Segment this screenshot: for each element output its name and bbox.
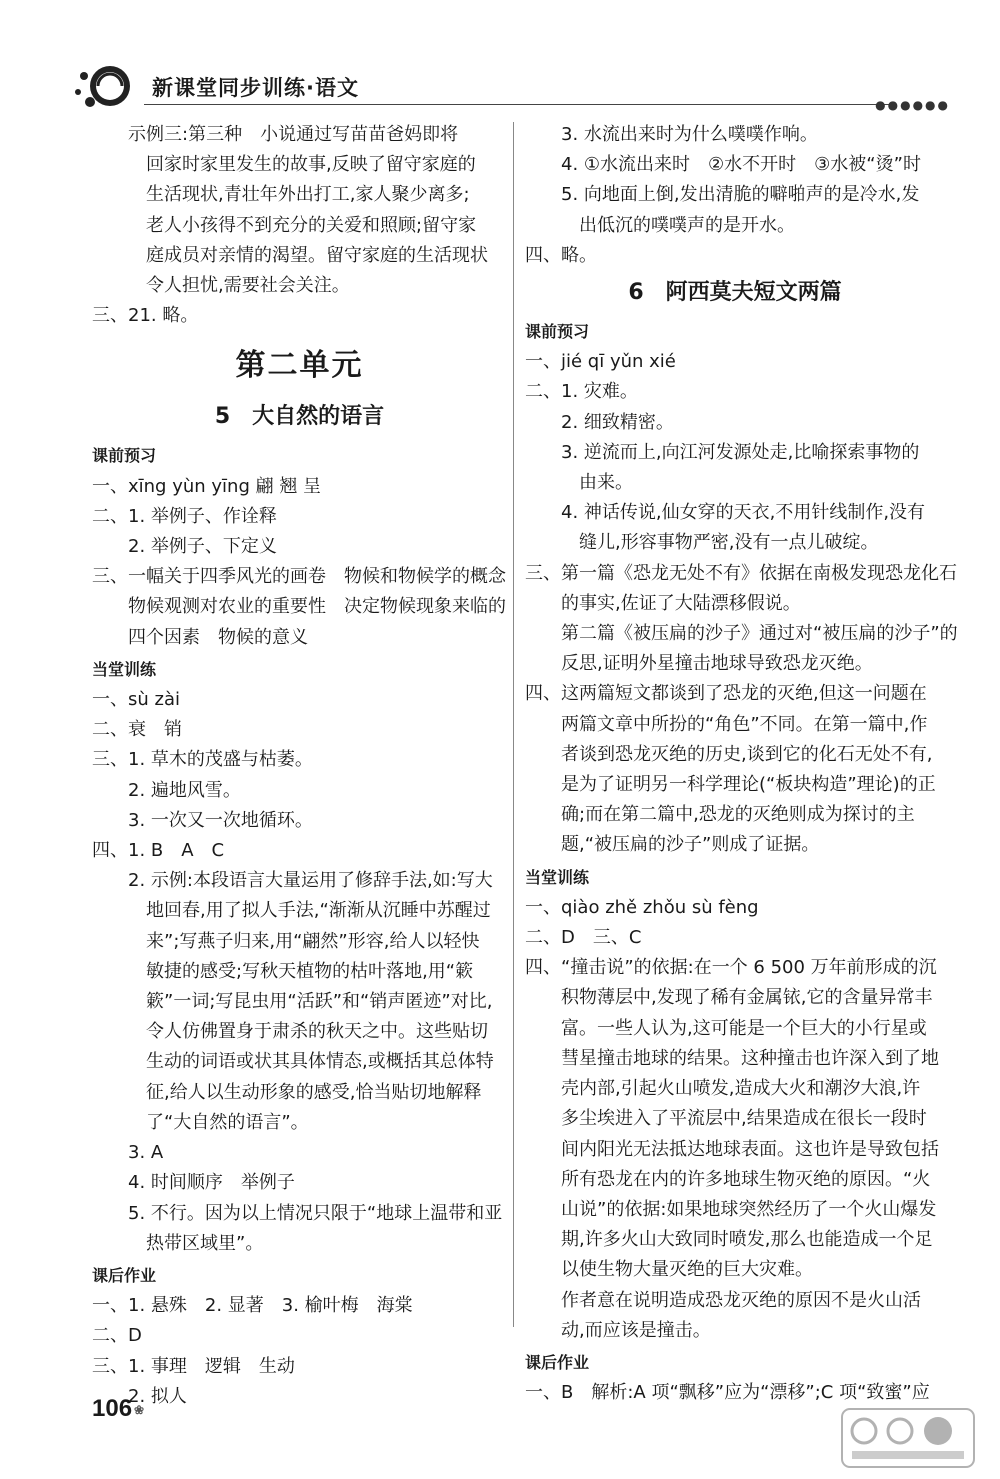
section-heading: 当堂训练 bbox=[525, 867, 590, 887]
text-line: 二、1. 举例子、作诠释 bbox=[92, 505, 277, 527]
text-line: 簌”一词;写昆虫用“活跃”和“销声匿迹”对比, bbox=[146, 991, 493, 1013]
text-line: 示例三:第三种 小说通过写苗苗爸妈即将 bbox=[128, 124, 459, 145]
text-line: 2. 拟人 bbox=[128, 1385, 187, 1407]
text-line: 者谈到恐龙灭绝的历史,谈到它的化石无处不有, bbox=[561, 743, 933, 765]
text-line: 彗星撞击地球的结果。这种撞击也许深入到了地 bbox=[561, 1047, 939, 1069]
text-line: 二、D 三、C bbox=[525, 927, 642, 949]
header-rule bbox=[144, 104, 890, 105]
text-line: 题,“被压扁的沙子”则成了证据。 bbox=[561, 834, 820, 856]
text-line: 5. 不行。因为以上情况只限于“地球上温带和亚 bbox=[128, 1202, 503, 1224]
text-line: 动,而应该是撞击。 bbox=[561, 1319, 711, 1341]
text-line: 两篇文章中所扮的“角色”不同。在第一篇中,作 bbox=[561, 713, 928, 735]
text-line: 作者意在说明造成恐龙灭绝的原因不是火山活 bbox=[561, 1289, 921, 1311]
text-line: 三、1. 事理 逻辑 生动 bbox=[92, 1355, 295, 1377]
text-line: 一、qiào zhě zhǒu sù fèng bbox=[525, 896, 759, 918]
section-heading: 课前预习 bbox=[92, 446, 157, 466]
text-line: 积物薄层中,发现了稀有金属铱,它的含量异常丰 bbox=[561, 987, 933, 1009]
text-line: 所有恐龙在内的许多地球生物灭绝的原因。“火 bbox=[561, 1168, 931, 1190]
text-line: 4. 时间顺序 举例子 bbox=[128, 1172, 295, 1194]
text-line: 反思,证明外星撞击地球导致恐龙灭绝。 bbox=[561, 653, 873, 675]
text-line: 2. 举例子、下定义 bbox=[128, 536, 277, 558]
text-line: 多尘埃进入了平流层中,结果造成在很长一段时 bbox=[561, 1108, 927, 1130]
section-heading: 当堂训练 bbox=[92, 659, 157, 679]
text-line: 三、第一篇《恐龙无处不有》依据在南极发现恐龙化石 bbox=[525, 562, 957, 584]
lesson-title: 6 阿西莫夫短文两篇 bbox=[628, 280, 842, 306]
lesson-title: 5 大自然的语言 bbox=[214, 404, 385, 430]
text-line: 缝儿,形容事物严密,没有一点儿破绽。 bbox=[579, 532, 879, 554]
text-line: 三、一幅关于四季风光的画卷 物候和物候学的概念 bbox=[92, 566, 506, 588]
text-line: 一、sù zài bbox=[92, 689, 180, 711]
left-column bbox=[92, 120, 507, 1412]
text-line: 出低沉的噗噗声的是开水。 bbox=[579, 214, 795, 236]
text-line: 以使生物大量灭绝的巨大灾难。 bbox=[561, 1259, 813, 1281]
text-line: 一、B 解析:A 项“飘移”应为“漂移”;C 项“致蜜”应 bbox=[525, 1382, 930, 1404]
text-line: 3. 一次又一次地循环。 bbox=[128, 809, 313, 831]
text-line: 山说”的依据:如果地球突然经历了一个火山爆发 bbox=[561, 1198, 937, 1220]
text-line: 3. A bbox=[128, 1142, 164, 1164]
text-line: 富。一些人认为,这可能是一个巨大的小行星或 bbox=[561, 1017, 927, 1039]
text-line: 4. 神话传说,仙女穿的天衣,不用针线制作,没有 bbox=[561, 502, 926, 524]
text-line: 确;而在第二篇中,恐龙的灭绝则成为探讨的主 bbox=[561, 804, 915, 826]
text-line: 二、1. 灾难。 bbox=[525, 381, 638, 403]
text-line: 的事实,佐证了大陆漂移假说。 bbox=[561, 592, 801, 614]
text-line: 2. 遍地风雪。 bbox=[128, 779, 241, 801]
text-line: 物候观测对农业的重要性 决定物候现象来临的 bbox=[128, 596, 506, 618]
text-line: 来”;写燕子归来,用“翩然”形容,给人以轻快 bbox=[146, 930, 480, 952]
page-header bbox=[70, 62, 950, 112]
text-line: 二、D bbox=[92, 1325, 142, 1347]
unit-title: 第二单元 bbox=[235, 348, 364, 384]
text-line: 三、21. 略。 bbox=[92, 305, 199, 327]
text-line: 2. 细致精密。 bbox=[561, 411, 674, 433]
text-line: 壳内部,引起火山喷发,造成大火和潮汐大浪,许 bbox=[561, 1078, 921, 1100]
section-heading: 课后作业 bbox=[525, 1352, 590, 1372]
text-line: 庭成员对亲情的渴望。留守家庭的生活现状 bbox=[146, 244, 488, 266]
book-logo-icon bbox=[70, 62, 132, 112]
text-line: 4. ①水流出来时 ②水不开时 ③水被“烫”时 bbox=[561, 154, 921, 176]
header-title: 新课堂同步训练·语文 bbox=[152, 76, 359, 100]
text-line: 地回春,用了拟人手法,“渐渐从沉睡中苏醒过 bbox=[146, 900, 491, 922]
text-line: 期,许多火山大致同时喷发,那么也能造成一个足 bbox=[561, 1229, 933, 1251]
text-line: 回家时家里发生的故事,反映了留守家庭的 bbox=[146, 154, 476, 176]
column-divider bbox=[513, 122, 514, 1327]
text-line: 四个因素 物候的意义 bbox=[128, 626, 308, 648]
text-line: 是为了证明另一科学理论(“板块构造”理论)的正 bbox=[561, 774, 936, 796]
text-line: 老人小孩得不到充分的关爱和照顾;留守家 bbox=[146, 214, 477, 236]
text-line: 由来。 bbox=[579, 472, 633, 494]
text-line: 3. 水流出来时为什么噗噗作响。 bbox=[561, 124, 818, 145]
text-line: 一、1. 悬殊 2. 显著 3. 榆叶梅 海棠 bbox=[92, 1295, 413, 1317]
text-line: 敏捷的感受;写秋天植物的枯叶落地,用“簌 bbox=[146, 960, 474, 982]
text-line: 四、略。 bbox=[525, 244, 597, 266]
text-line: 四、这两篇短文都谈到了恐龙的灭绝,但这一问题在 bbox=[525, 683, 927, 705]
page-number: 106 ❀ bbox=[92, 1395, 144, 1423]
text-line: 令人仿佛置身于肃杀的秋天之中。这些贴切 bbox=[146, 1021, 488, 1043]
text-line: 生活现状,青壮年外出打工,家人聚少离多; bbox=[146, 184, 470, 206]
text-line: 2. 示例:本段语言大量运用了修辞手法,如:写大 bbox=[128, 870, 493, 892]
text-line: 3. 逆流而上,向江河发源处走,比喻探索事物的 bbox=[561, 441, 920, 463]
text-line: 5. 向地面上倒,发出清脆的噼啪声的是冷水,发 bbox=[561, 184, 920, 206]
text-line: 四、1. B A C bbox=[92, 840, 225, 862]
text-line: 征,给人以生动形象的感受,恰当贴切地解释 bbox=[146, 1081, 482, 1103]
text-line: 间内阳光无法抵达地球表面。这也许是导致包括 bbox=[561, 1138, 939, 1160]
watermark-logo-icon bbox=[838, 1405, 978, 1471]
header-dots: ●●●●●● bbox=[875, 98, 950, 112]
text-line: 二、衰 销 bbox=[92, 719, 182, 741]
text-line: 第二篇《被压扁的沙子》通过对“被压扁的沙子”的 bbox=[561, 623, 958, 645]
text-line: 了“大自然的语言”。 bbox=[146, 1111, 309, 1133]
section-heading: 课前预习 bbox=[525, 322, 590, 342]
text-line: 令人担忧,需要社会关注。 bbox=[146, 275, 350, 297]
text-line: 一、xīng yùn yīng 翩 翘 呈 bbox=[92, 475, 322, 497]
text-line: 三、1. 草木的茂盛与枯萎。 bbox=[92, 749, 313, 771]
section-heading: 课后作业 bbox=[92, 1265, 157, 1285]
text-line: 四、“撞击说”的依据:在一个 6 500 万年前形成的沉 bbox=[525, 957, 937, 979]
text-line: 一、jié qī yǔn xié bbox=[525, 351, 676, 373]
text-line: 热带区域里”。 bbox=[146, 1232, 264, 1254]
right-column bbox=[525, 120, 958, 1408]
text-line: 生动的词语或状其具体情态,或概括其总体特 bbox=[146, 1051, 494, 1073]
